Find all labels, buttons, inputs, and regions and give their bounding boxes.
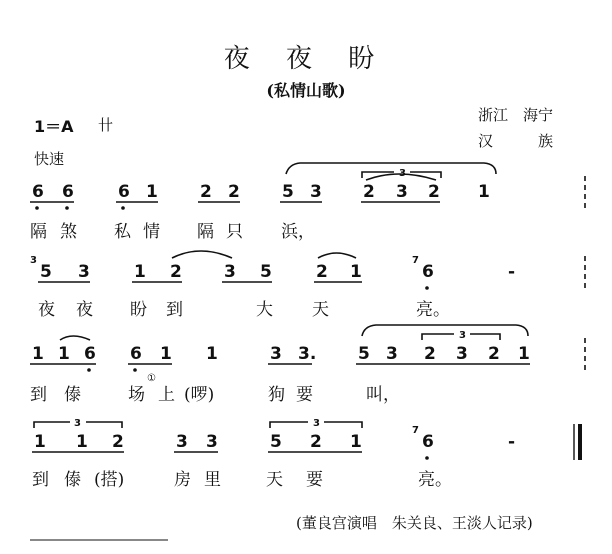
lyric: 要 [296, 385, 313, 405]
triplet-mark: 3 [459, 330, 466, 341]
note: 2 [310, 432, 322, 452]
lyric: 浜， [281, 222, 315, 242]
lyric: 夜 [38, 300, 55, 320]
note: 3 [310, 182, 322, 202]
note: 5 [40, 262, 52, 282]
song-subtitle: (私情山歌) [266, 81, 346, 100]
note: 1 [146, 182, 158, 202]
note: 6 [422, 262, 434, 282]
note: 1 [350, 432, 362, 452]
note: 5 [270, 432, 282, 452]
note: 5 [282, 182, 294, 202]
lyric: 隔 [30, 222, 47, 242]
lyric: 亮。 [416, 300, 450, 320]
lyric: 天 [312, 300, 329, 320]
note: 2 [112, 432, 124, 452]
note: 3 [206, 432, 218, 452]
note-dash: - [508, 262, 516, 282]
lyric: 私 [114, 222, 131, 242]
note: 6 [32, 182, 44, 202]
lyric: 场 [128, 385, 145, 405]
note: 6 [62, 182, 74, 202]
lyric: (搭) [94, 470, 125, 490]
note: 6 [118, 182, 130, 202]
lyric: 傣 [64, 385, 81, 405]
note: 1 [518, 344, 530, 364]
note: 6 [130, 344, 142, 364]
lyric: 要 [306, 470, 323, 490]
note: 2 [428, 182, 440, 202]
note: 2 [488, 344, 500, 364]
lyric: 狗 [268, 385, 285, 405]
note: 1 [134, 262, 146, 282]
note: 2 [200, 182, 212, 202]
note: 3 [78, 262, 90, 282]
region-label: 浙江 海宁 [478, 106, 554, 124]
note: 3 [176, 432, 188, 452]
lyric: 里 [204, 470, 221, 490]
lyric: (啰) [184, 385, 215, 405]
lyric: 到 [166, 300, 183, 320]
grace-note: 7 [412, 255, 419, 266]
song-title: 夜 夜 盼 [223, 44, 389, 74]
grace-note: 3 [30, 255, 37, 266]
lyric: 只 [226, 222, 243, 242]
lyric: 房 [174, 470, 191, 490]
triplet-mark: 3 [313, 418, 320, 429]
ethnic-label: 汉 族 [478, 132, 554, 150]
lyric: 叫， [366, 385, 400, 405]
note: 5 [260, 262, 272, 282]
note: 3 [386, 344, 398, 364]
note: 1 [206, 344, 218, 364]
note: 1 [32, 344, 44, 364]
note: 1 [160, 344, 172, 364]
note: 2 [363, 182, 375, 202]
lyric: 大 [256, 300, 273, 320]
note: 3 [456, 344, 468, 364]
note: 6 [84, 344, 96, 364]
lyric: 上 [158, 385, 175, 405]
meter-mark: 卄 [98, 116, 114, 134]
lyric: 夜 [76, 300, 93, 320]
note-dash: - [508, 432, 516, 452]
lyric: 到 [30, 385, 47, 405]
grace-note: 7 [412, 425, 419, 436]
note: 5 [358, 344, 370, 364]
note: 3 [224, 262, 236, 282]
note: 3. [298, 344, 317, 364]
note: 3 [396, 182, 408, 202]
credit-line: (董良宫演唱 朱关良、王淡人记录) [296, 514, 533, 532]
note: 1 [58, 344, 70, 364]
lyric: 隔 [197, 222, 214, 242]
lyric: 情 [143, 222, 160, 242]
lyric: 天 [266, 470, 283, 490]
triplet-mark: 3 [74, 418, 81, 429]
footnote-marker: ① [147, 373, 156, 384]
lyric: 亮。 [418, 470, 452, 490]
triplet-mark: 3 [399, 168, 406, 179]
note: 1 [350, 262, 362, 282]
note: 6 [422, 432, 434, 452]
lyric: 傣 [64, 470, 81, 490]
lyric: 煞 [60, 222, 77, 242]
lyric: 盼 [130, 300, 147, 320]
lyric: 到 [32, 470, 49, 490]
note: 3 [270, 344, 282, 364]
note: 2 [170, 262, 182, 282]
note: 2 [228, 182, 240, 202]
note: 1 [76, 432, 88, 452]
note: 2 [424, 344, 436, 364]
note: 1 [34, 432, 46, 452]
key-signature: 1＝A [34, 117, 74, 136]
note: 1 [478, 182, 490, 202]
tempo-mark: 快速 [34, 150, 65, 168]
note: 2 [316, 262, 328, 282]
